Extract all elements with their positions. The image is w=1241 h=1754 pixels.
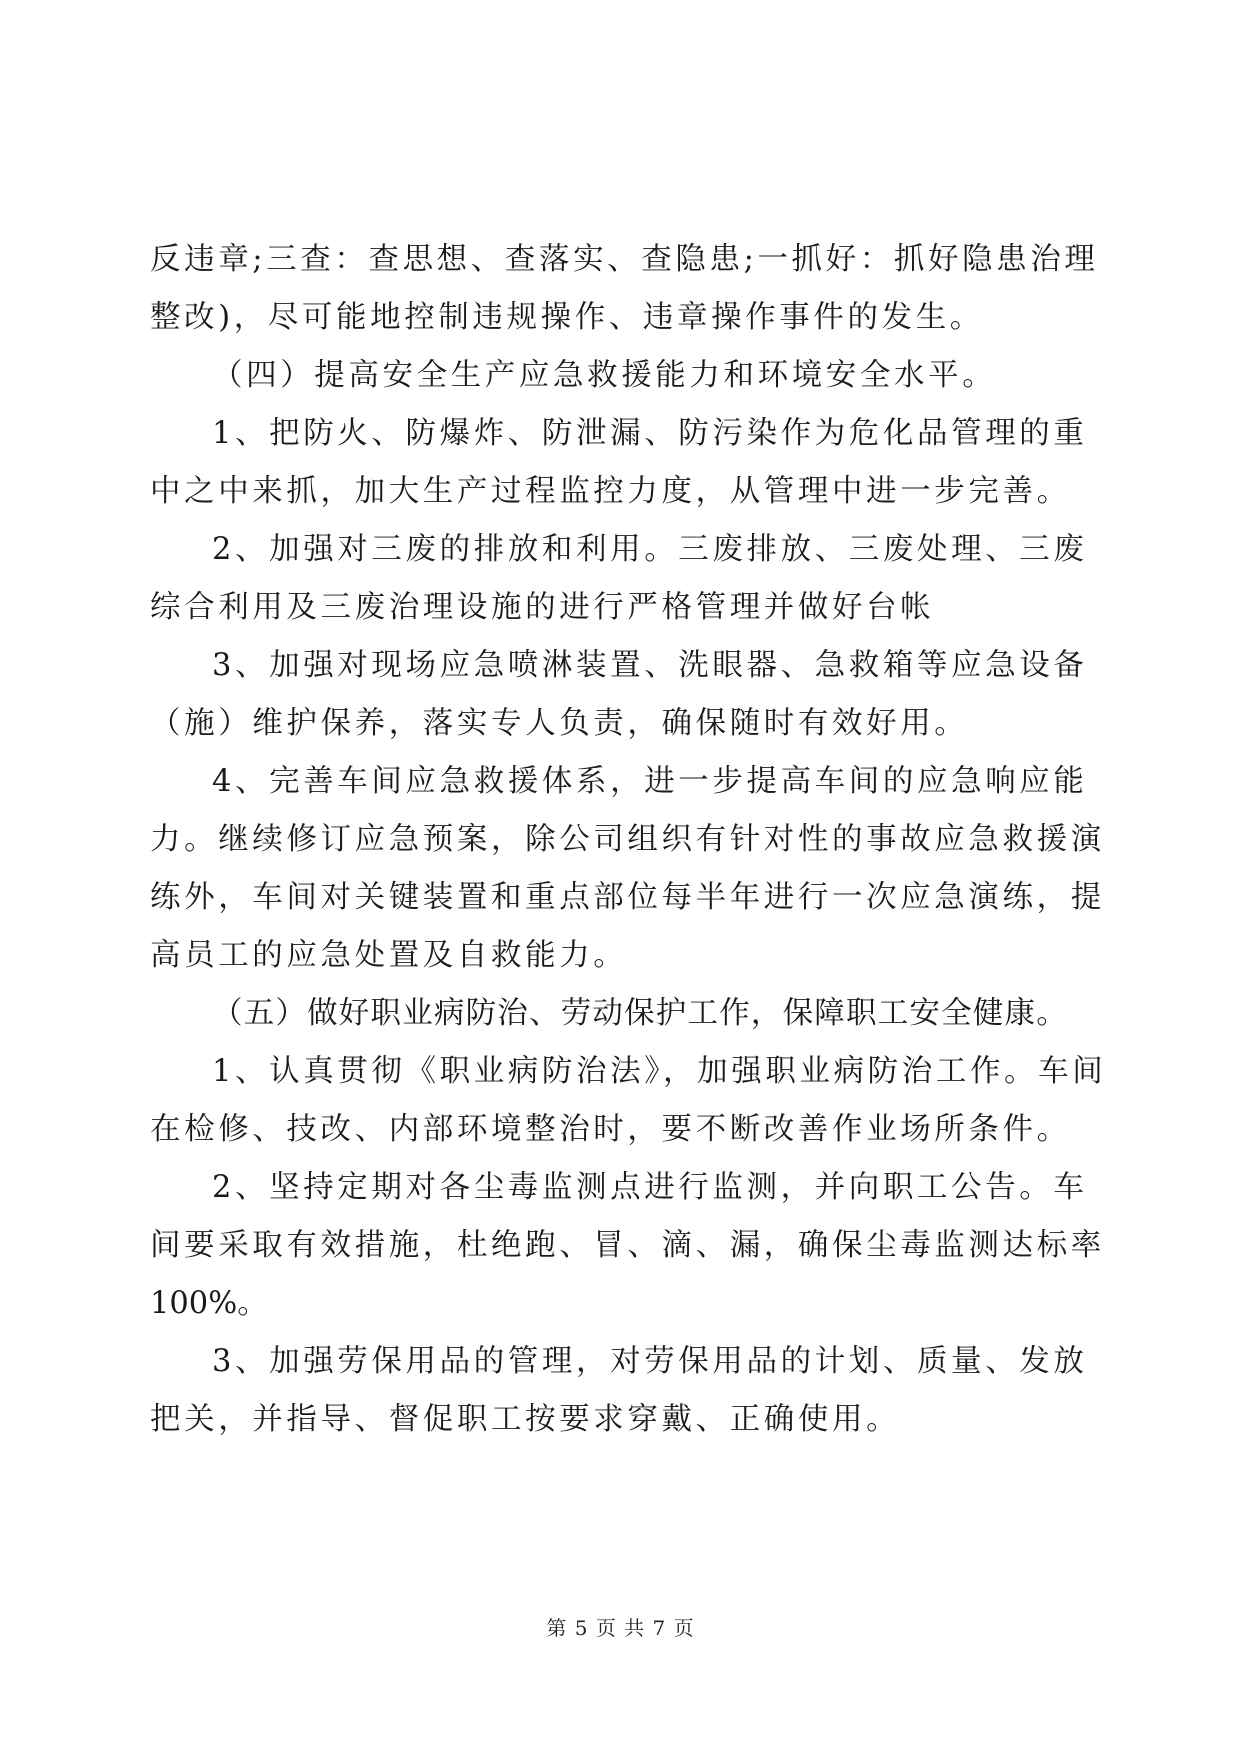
text-line: 把关，并指导、督促职工按要求穿戴、正确使用。 [150, 1402, 901, 1437]
text-line: 反违章;三查：查思想、查落实、查隐患;一抓好：抓好隐患治理 [150, 242, 1099, 277]
text-line: （施）维护保养，落实专人负责，确保随时有效好用。 [150, 706, 969, 741]
text-line: 中之中来抓，加大生产过程监控力度，从管理中进一步完善。 [150, 474, 1071, 509]
paragraph [150, 1043, 1107, 1159]
section-heading-5 [212, 985, 1090, 1043]
text-line: 2、坚持定期对各尘毒监测点进行监测，并向职工公告。车 [212, 1170, 1088, 1205]
text-line: 整改)，尽可能地控制违规操作、违章操作事件的发生。 [150, 300, 984, 335]
document-body [150, 231, 1107, 1449]
paragraph [150, 405, 1090, 521]
text-line: 2、加强对三废的排放和利用。三废排放、三废处理、三废 [212, 532, 1088, 567]
text-line: 4、完善车间应急救援体系，进一步提高车间的应急响应能 [212, 764, 1088, 799]
text-line: 高员工的应急处置及自救能力。 [150, 938, 628, 973]
text-line: 力。继续修订应急预案，除公司组织有针对性的事故应急救援演 [150, 822, 1105, 857]
text-line: 综合利用及三废治理设施的进行严格管理并做好台帐 [150, 590, 935, 625]
text-line: 3、加强劳保用品的管理，对劳保用品的计划、质量、发放 [212, 1344, 1088, 1379]
section-heading-4 [212, 347, 1090, 405]
text-line: （四）提高安全生产应急救援能力和环境安全水平。 [212, 358, 997, 393]
paragraph [150, 753, 1105, 985]
text-line: 间要采取有效措施，杜绝跑、冒、滴、漏，确保尘毒监测达标率 [150, 1228, 1105, 1263]
paragraph [150, 231, 1099, 347]
paragraph [150, 1159, 1105, 1333]
text-line: 1、认真贯彻《职业病防治法》，加强职业病防治工作。车间 [212, 1054, 1107, 1089]
paragraph [150, 521, 1090, 637]
text-line: 1、把防火、防爆炸、防泄漏、防污染作为危化品管理的重 [212, 416, 1088, 451]
text-line: 练外，车间对关键装置和重点部位每半年进行一次应急演练，提 [150, 880, 1105, 915]
text-line: （五）做好职业病防治、劳动保护工作，保障职工安全健康。 [212, 996, 1068, 1031]
text-line: 3、加强对现场应急喷淋装置、洗眼器、急救箱等应急设备 [212, 648, 1088, 683]
page-number-footer: 第 5 页 共 7 页 [546, 1616, 695, 1640]
text-line: 100%。 [150, 1286, 268, 1321]
text-line: 在检修、技改、内部环境整治时，要不断改善作业场所条件。 [150, 1112, 1071, 1147]
paragraph [150, 1333, 1090, 1449]
paragraph [150, 637, 1090, 753]
